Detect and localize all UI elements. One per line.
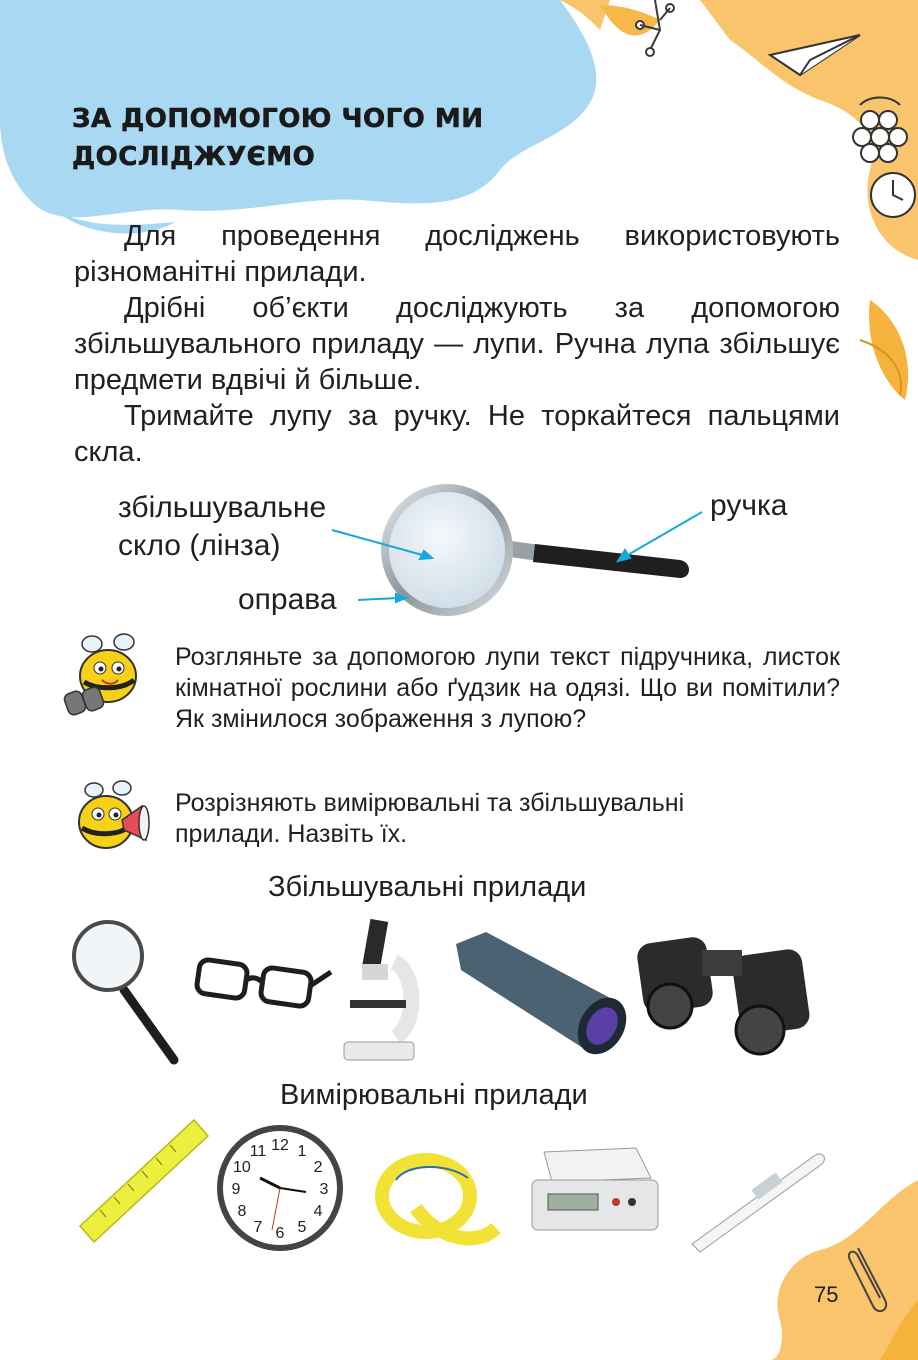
- microscope-image: [344, 919, 414, 1060]
- magnifying-devices-row: [66, 912, 846, 1072]
- label-lens-line-1: збільшувальне: [118, 491, 327, 524]
- page-number: 75: [814, 1282, 839, 1307]
- clock-numeral: 4: [313, 1203, 323, 1220]
- magnifier-diagram: [320, 478, 720, 618]
- bee-with-binoculars-icon: [62, 630, 152, 720]
- label-handle: ручка: [710, 489, 788, 522]
- clock-numeral: 12: [271, 1137, 289, 1154]
- measuring-tape-image: [382, 1160, 496, 1238]
- section-title: [72, 100, 542, 176]
- scale-image: [532, 1148, 658, 1230]
- clock-numeral: 5: [297, 1219, 307, 1237]
- paragraph-3: Тримайте лупу за ручку. Не торкайтеся пальцями скла.: [74, 400, 840, 468]
- clock-numeral: 7: [253, 1219, 263, 1237]
- measuring-devices-row: [76, 1118, 836, 1268]
- clock-numeral: 6: [275, 1225, 285, 1242]
- heading-magnifying-devices: Збільшувальні прилади: [268, 871, 587, 903]
- clock-decoration: [871, 173, 915, 217]
- clock-numeral: 8: [237, 1203, 247, 1220]
- clock-numeral: 10: [233, 1159, 251, 1176]
- label-lens-line-2: скло (лінза): [118, 529, 281, 562]
- arrow-frame: [358, 598, 398, 600]
- sprig-decoration: [636, 0, 674, 56]
- magnifier-handle: [509, 541, 689, 578]
- thermometer-image: [692, 1154, 824, 1252]
- task-1-text: Розгляньте за допомогою лупи текст підручника, листок кімнатної рослини або ґудзик на одязі. Що ви помітили? Як змінилося зображення з лупою?: [175, 643, 840, 733]
- leaf-decoration: [600, 5, 660, 36]
- clock-numeral: 3: [319, 1181, 329, 1198]
- label-frame: оправа: [238, 583, 337, 616]
- heading-measuring-devices: Вимірювальні прилади: [280, 1079, 588, 1111]
- task-2-line-1: Розрізняють вимірювальні та збільшувальні: [175, 789, 685, 817]
- spyglass-image: [456, 932, 636, 1063]
- paragraph-1: Для проведення досліджень використовують різноманітні прилади.: [74, 220, 840, 288]
- clock-numeral: 9: [231, 1181, 241, 1198]
- arrow-handle: [626, 512, 702, 556]
- clock-numeral: 2: [313, 1159, 323, 1176]
- glasses-image: [196, 959, 331, 1007]
- paragraph-2: Дрібні об’єкти досліджують за допомогою збільшувального приладу — лупи. Ручна лупа збільшує предмети вдвічі й більше.: [74, 292, 840, 396]
- magnifier-image: [74, 922, 174, 1060]
- ruler-image: [80, 1120, 208, 1242]
- clock-numeral: 1: [297, 1142, 307, 1160]
- title-line-2: ДОСЛІДЖУЄМО: [72, 142, 316, 172]
- clock-numeral: 11: [249, 1142, 267, 1160]
- binoculars-image: [635, 935, 811, 1054]
- bee-with-megaphone-icon: [70, 778, 160, 858]
- task-2-text: [175, 788, 840, 850]
- title-line-1: ЗА ДОПОМОГОЮ ЧОГО МИ: [72, 104, 484, 134]
- task-2-line-2: прилади. Назвіть їх.: [175, 820, 408, 848]
- wall-clock-image: [220, 1128, 340, 1248]
